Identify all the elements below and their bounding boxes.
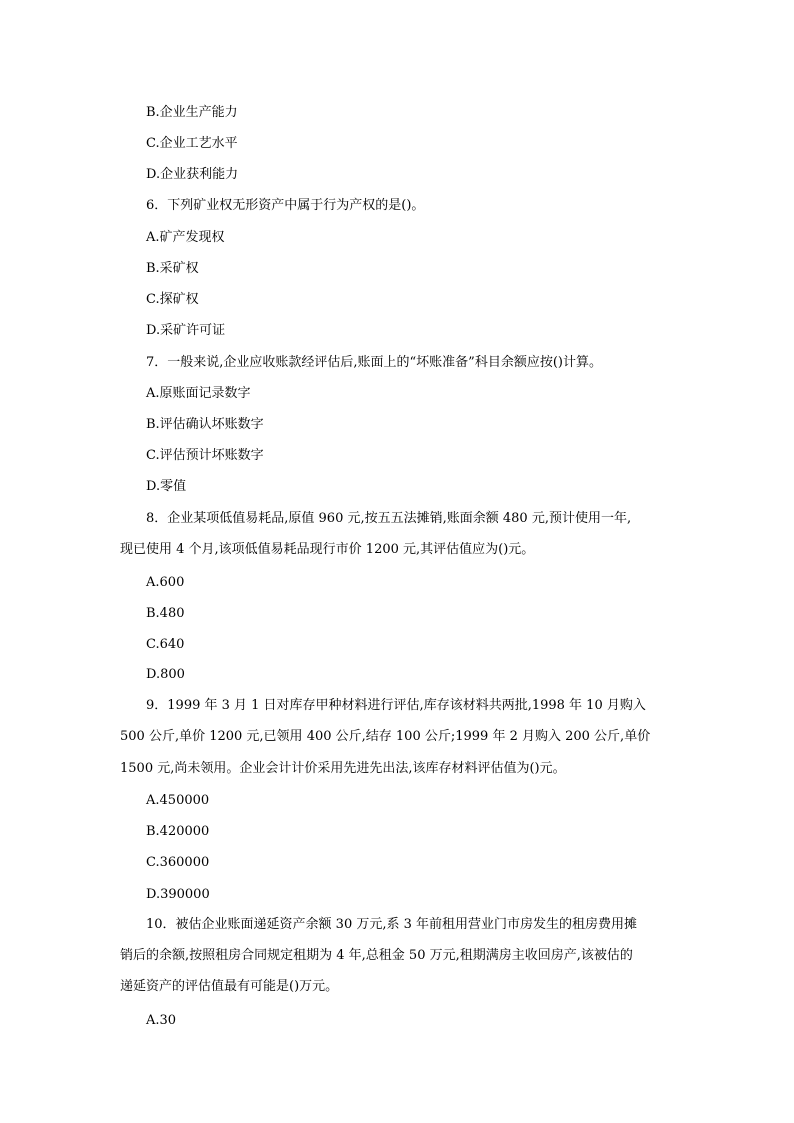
question-line: 6．下列矿业权无形资产中属于行为产权的是()。 (146, 198, 425, 213)
question-continuation-line: 现已使用 4 个月,该项低值易耗品现行市价 1200 元,其评估值应为()元。 (120, 542, 535, 557)
option-line: A.30 (146, 1013, 177, 1028)
option-line: A.矿产发现权 (146, 230, 225, 245)
option-line: B.采矿权 (146, 261, 199, 276)
option-line: C.企业工艺水平 (146, 136, 238, 151)
option-line: D.390000 (146, 887, 210, 902)
question-continuation-line: 递延资产的评估值最有可能是()万元。 (120, 979, 339, 994)
question-line: 8．企业某项低值易耗品,原值 960 元,按五五法摊销,账面余额 480 元,预计使用一年, (146, 511, 632, 526)
option-line: B.480 (146, 606, 185, 621)
option-line: C.640 (146, 637, 185, 652)
question-line: 10．被估企业账面递延资产余额 30 万元,系 3 年前租用营业门市房发生的租房费用摊 (146, 917, 638, 932)
question-continuation-line: 1500 元,尚未领用。企业会计计价采用先进先出法,该库存材料评估值为()元。 (120, 761, 566, 776)
option-line: C.评估预计坏账数字 (146, 448, 264, 463)
option-line: B.评估确认坏账数字 (146, 417, 264, 432)
option-line: A.原账面记录数字 (146, 386, 251, 401)
option-line: D.企业获利能力 (146, 167, 239, 182)
option-line: B.企业生产能力 (146, 105, 238, 120)
option-line: D.采矿许可证 (146, 323, 226, 338)
option-line: B.420000 (146, 824, 210, 839)
question-line: 9．1999 年 3 月 1 日对库存甲种材料进行评估,库存该材料共两批,1998 年 10 月购入 (146, 698, 646, 713)
question-continuation-line: 销后的余额,按照租房合同规定租期为 4 年,总租金 50 万元,租期满房主收回房产,该被估的 (120, 948, 633, 963)
option-line: A.450000 (146, 793, 210, 808)
question-line: 7．一般来说,企业应收账款经评估后,账面上的“坏账准备”科目余额应按()计算。 (146, 355, 602, 370)
option-line: A.600 (146, 575, 185, 590)
option-line: D.800 (146, 667, 185, 682)
option-line: D.零值 (146, 479, 187, 494)
question-continuation-line: 500 公斤,单价 1200 元,已领用 400 公斤,结存 100 公斤;1999 年 2 月购入 200 公斤,单价 (120, 729, 651, 744)
option-line: C.360000 (146, 855, 210, 870)
option-line: C.探矿权 (146, 292, 199, 307)
